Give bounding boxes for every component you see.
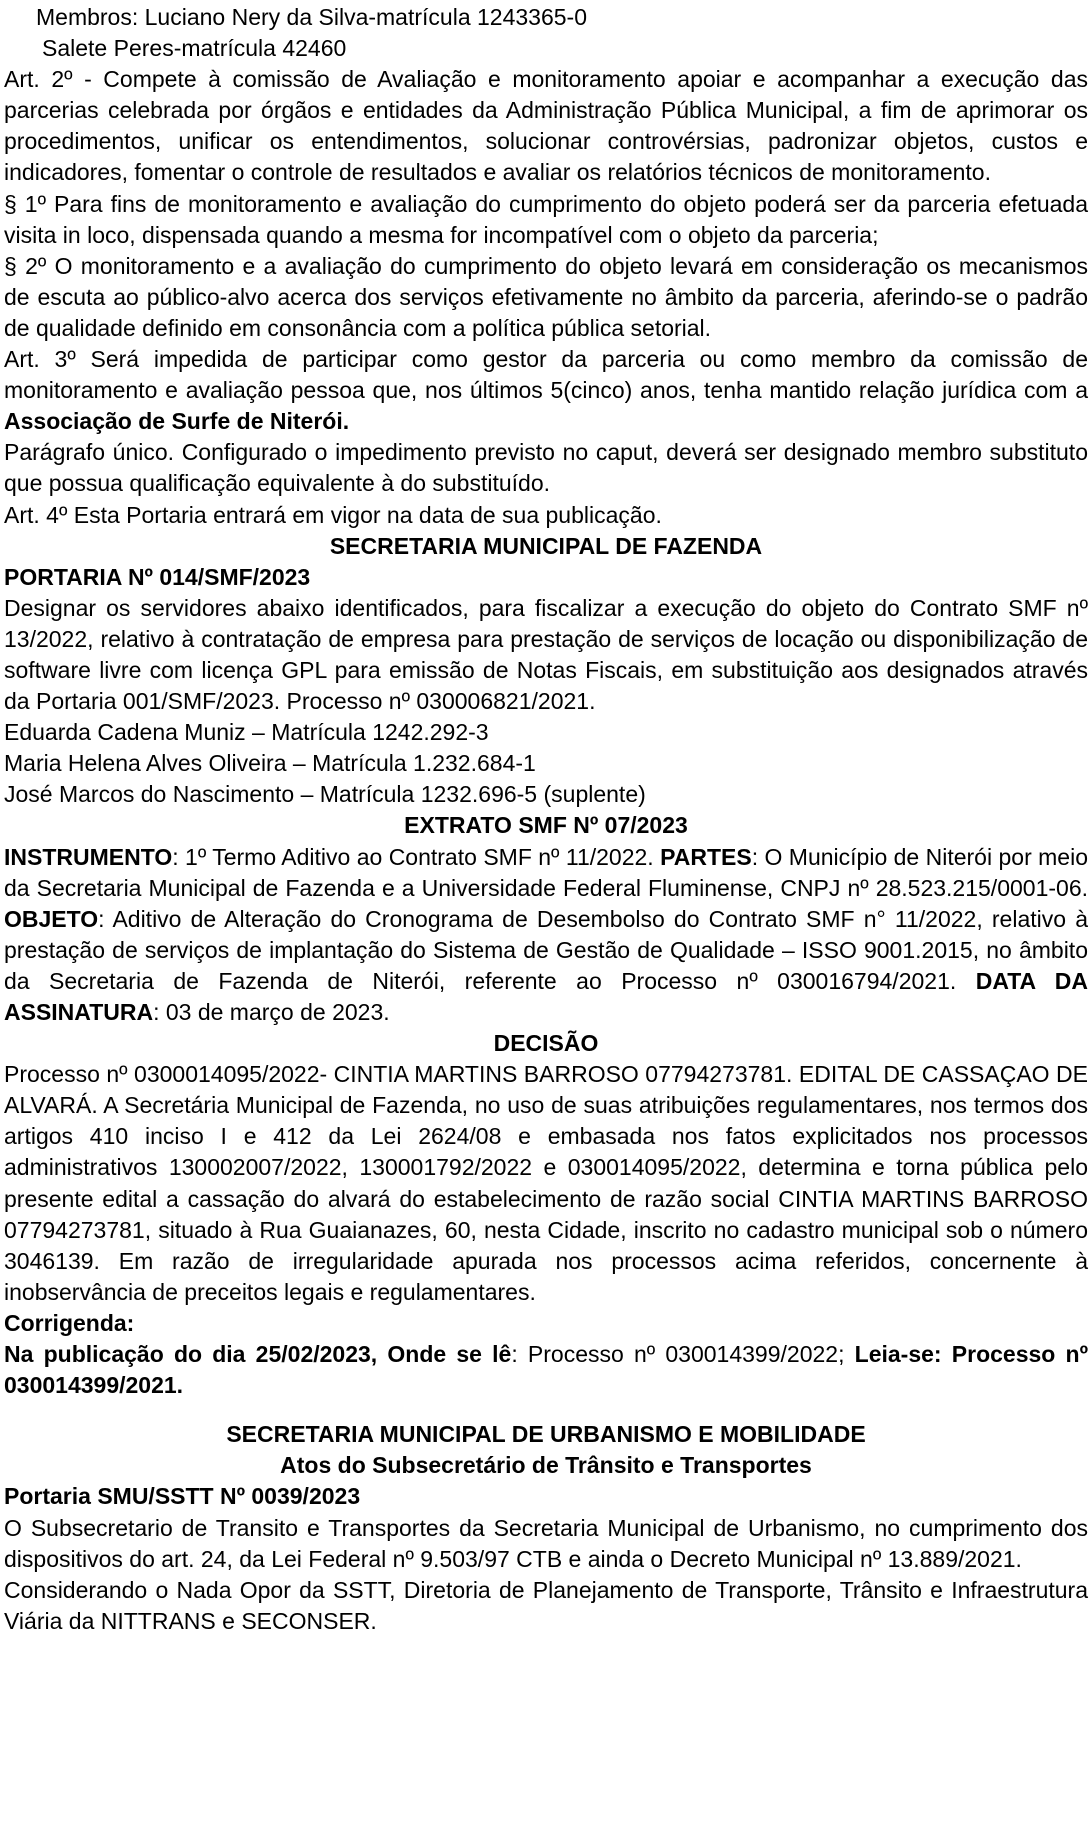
section-heading-fazenda: SECRETARIA MUNICIPAL DE FAZENDA (329, 532, 763, 559)
partes-label: PARTES (660, 843, 752, 870)
article-4: Art. 4º Esta Portaria entrará em vigor na data de sua publicação. (4, 501, 662, 528)
decisao-body: Processo nº 0300014095/2022- CINTIA MARTINS BARROSO 07794273781. EDITAL DE CASSAÇAO DE ALVARÁ. A Secretária Municipal de Fazenda, no uso de suas atribuições regulamentares, nos termos dos artigos 410 inciso I e 412 da Lei 2624/08 e embasada nos fatos explicitados nos processos administrativos 130002007/2022, 130001792/2022 e 030014095/2022, determina e torna pública pelo presente edital a cassação do alvará do estabelecimento de razão social CINTIA MARTINS BARROSO 07794273781, situado à Rua Guaianazes, 60, nesta Cidade, inscrito no cadastro municipal sob o número 3046139. Em razão de irregularidade apurada nos processos acima referidos, concernente à inobservância de preceitos legais e regulamentares. (4, 1061, 1088, 1305)
article-2: Art. 2º - Compete à comissão de Avaliação e monitoramento apoiar e acompanhar a execução das parcerias celebrada por órgãos e entidades da Administração Pública Municipal, a fim de aprimorar os procedimentos, unificar os entendimentos, solucionar controvérsias, padronizar objetos, custos e indicadores, fomentar o controle de resultados e avaliar os relatórios técnicos de monitoramento. (4, 66, 1088, 186)
instrumento-text: : 1º Termo Aditivo ao Contrato SMF nº 11/2022. (172, 843, 661, 870)
article-3-text: Art. 3º Será impedida de participar como gestor da parceria ou como membro da comissão de monitoramento e avaliação pessoa que, nos últimos 5(cinco) anos, tenha mantido relação jurídica com a (4, 346, 1088, 404)
paragraph-2: § 2º O monitoramento e a avaliação do cumprimento do objeto levará em consideração os mecanismos de escuta ao público-alvo acerca dos serviços efetivamente no âmbito da parceria, aferindo-se o padrão de qualidade definido em consonância com a política pública setorial. (4, 252, 1088, 341)
portaria-body-fazenda: Designar os servidores abaixo identificados, para fiscalizar a execução do objeto do Contrato SMF nº 13/2022, relativo à contratação de empresa para prestação de serviços de locação ou disponibilização de software livre com licença GPL para emissão de Notas Fiscais, em substituição aos designados através da Portaria 001/SMF/2023. Processo nº 030006821/2021. (4, 594, 1088, 715)
corrigenda-lead: Na publicação do dia 25/02/2023, Onde se lê (4, 1341, 512, 1368)
instrumento-label: INSTRUMENTO (4, 843, 173, 870)
extrato-body (4, 842, 1088, 1029)
server-line: Maria Helena Alves Oliveira – Matrícula 1.232.684-1 (4, 750, 536, 777)
server-line: José Marcos do Nascimento – Matrícula 1232.696-5 (suplente) (4, 781, 646, 808)
objeto-label: OBJETO (4, 905, 99, 932)
members-line-2: Salete Peres-matrícula 42460 (42, 35, 347, 62)
document-body (4, 2, 1088, 1637)
paragrafo-unico: Parágrafo único. Configurado o impedimento previsto no caput, deverá ser designado membro substituto que possua qualificação equivalente à do substituído. (4, 439, 1088, 497)
article-3-entity: Associação de Surfe de Niterói. (4, 408, 350, 435)
corrigenda-leia: Leia-se: Processo nº 030014399/2021. (4, 1341, 1088, 1399)
decisao-title: DECISÃO (493, 1030, 599, 1057)
paragraph-1: § 1º Para fins de monitoramento e avaliação do cumprimento do objeto poderá ser da parceria efetuada visita in loco, dispensada quando a mesma for incompatível com o objeto da parceria; (4, 190, 1088, 248)
corrigenda-mid: : Processo nº 030014399/2022; (511, 1341, 855, 1368)
data-assinatura-label: DATA DA ASSINATURA (4, 967, 1088, 1025)
urbanismo-body-2: Considerando o Nada Opor da SSTT, Diretoria de Planejamento de Transporte, Trânsito e Infraestrutura Viária da NITTRANS e SECONSER. (4, 1576, 1088, 1634)
portaria-title-urbanismo: Portaria SMU/SSTT Nº 0039/2023 (4, 1483, 361, 1510)
section-heading-urbanismo: SECRETARIA MUNICIPAL DE URBANISMO E MOBILIDADE (226, 1421, 866, 1448)
partes-text: : O Município de Niterói por meio da Secretaria Municipal de Fazenda e a Universidade Federal Fluminense, CNPJ nº 28.523.215/0001-06. (4, 843, 1088, 901)
urbanismo-body-1: O Subsecretario de Transito e Transportes da Secretaria Municipal de Urbanismo, no cumprimento dos dispositivos do art. 24, da Lei Federal nº 9.503/97 CTB e ainda o Decreto Municipal nº 13.889/2021. (4, 1514, 1088, 1572)
article-3 (4, 344, 1088, 437)
corrigenda-title: Corrigenda: (4, 1309, 135, 1336)
server-line: Eduarda Cadena Muniz – Matrícula 1242.292-3 (4, 719, 489, 746)
extrato-title: EXTRATO SMF Nº 07/2023 (404, 812, 688, 839)
section-spacer (4, 1401, 1088, 1419)
data-assinatura-text: : 03 de março de 2023. (153, 999, 390, 1025)
portaria-title-fazenda: PORTARIA Nº 014/SMF/2023 (4, 563, 311, 590)
objeto-text: : Aditivo de Alteração do Cronograma de Desembolso do Contrato SMF n° 11/2022, relativo à prestação de serviços de implantação do Sistema de Gestão de Qualidade – ISSO 9001.2015, no âmbito da Secretaria de Fazenda de Niterói, referente ao Processo nº 030016794/2021. (4, 905, 1088, 994)
members-line-1: Membros: Luciano Nery da Silva-matrícula 1243365-0 (36, 4, 587, 30)
subheading-transito: Atos do Subsecretário de Trânsito e Transportes (280, 1452, 812, 1479)
corrigenda-body (4, 1339, 1088, 1401)
